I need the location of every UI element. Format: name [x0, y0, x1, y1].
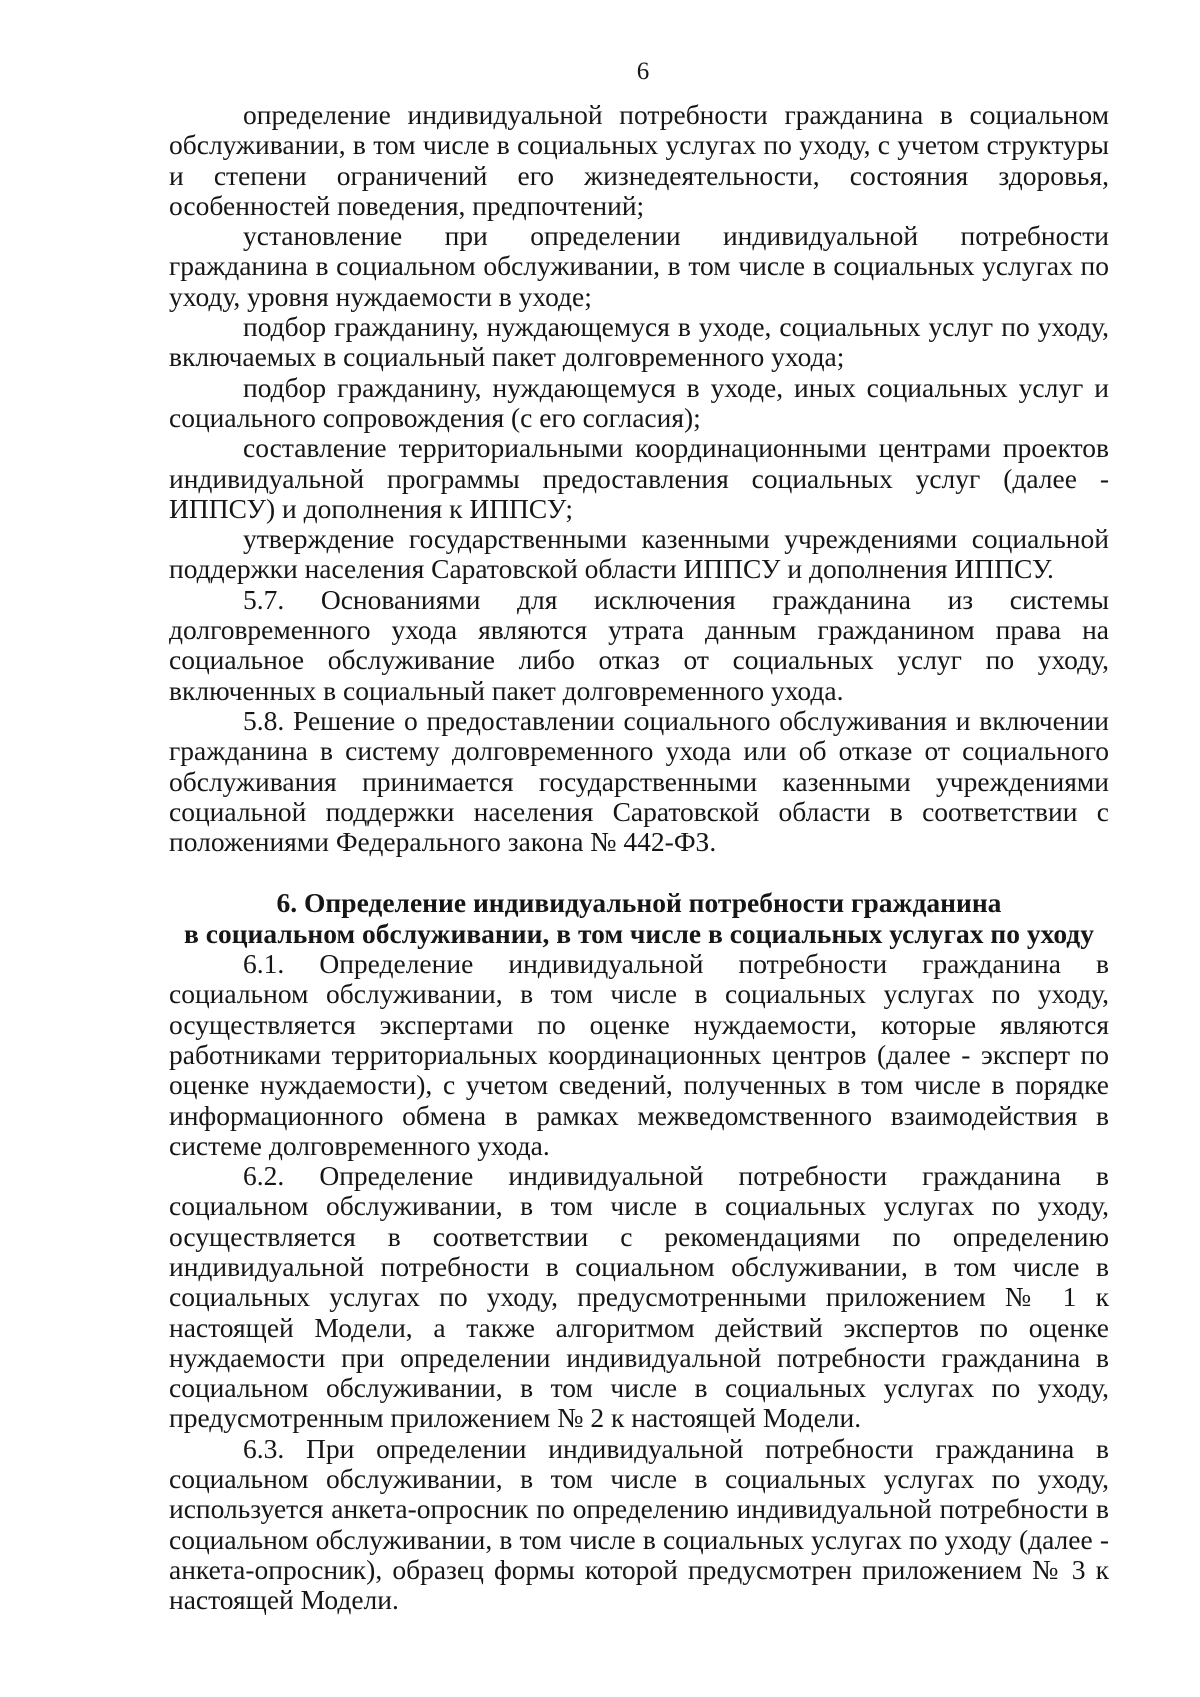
paragraph-6-3: 6.3. При определении индивидуальной потребности гражданина в социальном обслуживании, в том числе в социальных услугах по уходу, используется анкета-опросник по определению индивидуальной потребности в социальном обслуживании, в том числе в социальных услугах по уходу (далее - анкета-опросник), образец формы которой предусмотрен приложением № 3 к настоящей Модели. [169, 1432, 1109, 1616]
page-number: 6 [636, 58, 650, 85]
paragraph-5-8: 5.8. Решение о предоставлении социального обслуживания и включении гражданина в систему долговременного ухода или об отказе от социального обслуживания принимается государственными казенными учреждениями социальной поддержки населения Саратовской области в соответствии с положениями Федерального закона № 442-ФЗ. [169, 704, 1109, 858]
document-body [169, 100, 1109, 1616]
paragraph-ippsu-drafting: составление территориальными координационными центрами проектов индивидуальной программы предоставления социальных услуг (далее - ИППСУ) и дополнения к ИППСУ; [169, 432, 1109, 524]
section-heading-line-1: 6. Определение индивидуальной потребности гражданина [276, 887, 1002, 919]
section-heading-line-2: в социальном обслуживании, в том числе в социальных услугах по уходу [184, 917, 1094, 949]
paragraph-5-7: 5.7. Основаниями для исключения гражданина из системы долговременного ухода являются утрата данным гражданином права на социальное обслуживание либо отказ от социальных услуг по уходу, включенных в социальный пакет долговременного ухода. [169, 583, 1109, 706]
paragraph-6-2: 6.2. Определение индивидуальной потребности гражданина в социальном обслуживании, в том числе в социальных услугах по уходу, осуществляется в соответствии с рекомендациями по определению индивидуальной потребности в социальном обслуживании, в том числе в социальных услугах по уходу, предусмотренными приложением № 1 к настоящей Модели, а также алгоритмом действий экспертов по оценке нуждаемости при определении индивидуальной потребности гражданина в социальном обслуживании, в том числе в социальных услугах по уходу, предусмотренным приложением № 2 к настоящей Модели. [169, 1160, 1109, 1434]
paragraph-other-services-selection: подбор гражданину, нуждающемуся в уходе, иных социальных услуг и социального сопровождения (с его согласия); [169, 371, 1109, 433]
paragraph-care-level: установление при определении индивидуальной потребности гражданина в социальном обслуживании, в том числе в социальных услугах по уходу, уровня нуждаемости в уходе; [169, 220, 1109, 312]
paragraph-need-definition: определение индивидуальной потребности гражданина в социальном обслуживании, в том числе в социальных услугах по уходу, с учетом структуры и степени ограничений его жизнедеятельности, состояния здоровья, особенностей поведения, предпочтений; [169, 99, 1109, 221]
paragraph-6-1: 6.1. Определение индивидуальной потребности гражданина в социальном обслуживании, в том числе в социальных услугах по уходу, осуществляется экспертами по оценке нуждаемости, которые являются работниками территориальных координационных центров (далее - эксперт по оценке нуждаемости), с учетом сведений, полученных в том числе в порядке информационного обмена в рамках межведомственного взаимодействия в системе долговременного ухода. [169, 948, 1109, 1161]
paragraph-care-services-selection: подбор гражданину, нуждающемуся в уходе, социальных услуг по уходу, включаемых в социальный пакет долговременного ухода; [169, 311, 1109, 373]
paragraph-ippsu-approval: утверждение государственными казенными учреждениями социальной поддержки населения Саратовской области ИППСУ и дополнения ИППСУ. [169, 523, 1109, 585]
